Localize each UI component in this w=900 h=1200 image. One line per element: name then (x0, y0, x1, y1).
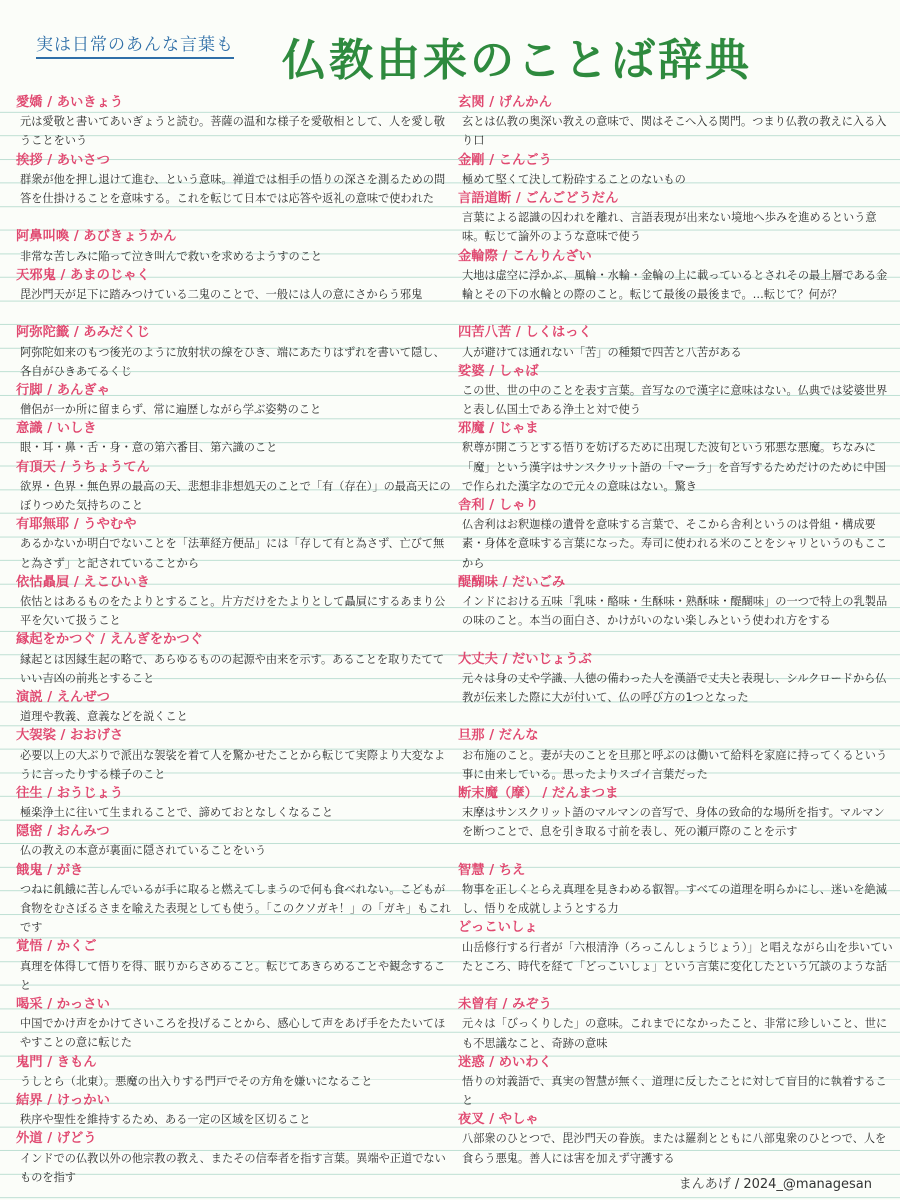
page-title: 仏教由来のことば辞典 (282, 35, 752, 86)
dictionary-entry (16, 458, 451, 516)
entry-term: 迷惑 / めいわく (458, 1054, 552, 1070)
dictionary-entry (16, 227, 451, 265)
dictionary-entry (16, 822, 451, 860)
dictionary-entry (16, 726, 451, 784)
dictionary-entry (458, 496, 893, 573)
dictionary-entry (16, 1053, 451, 1091)
entry-term: 餓鬼 / がき (16, 862, 84, 878)
dictionary-entry (16, 995, 451, 1053)
entry-definition: 物事を正しくとらえ真理を見きわめる叡智。すべての道理を明らかにし、迷いを絶滅し、悟りを成就しようとする力 (462, 882, 887, 916)
entry-definition: 真理を体得して悟りを得、眠りからさめること。転じてあきらめることや観念すること (20, 959, 446, 992)
entry-definition: 元々は「びっくりした」の意味。これまでになかったこと、非常に珍しいこと、世にも不思議なこと、奇跡の意味 (462, 1017, 888, 1050)
entry-definition: 言葉による認識の囚われを離れ、言語表現が出来ない境地へ歩みを進めるという意味。転じて論外のような意味で使う (462, 211, 877, 244)
dictionary-entry (16, 861, 451, 938)
entry-term: 四苦八苦 / しくはっく (458, 325, 592, 341)
dictionary-entry (16, 937, 451, 995)
entry-definition: うしとら（北東）。悪魔の出入りする門戸でその方角を嫌いになること (20, 1074, 373, 1088)
subtitle: 実は日常のあんな言葉も (36, 30, 234, 59)
dictionary-entry (16, 515, 451, 573)
dictionary-entry (458, 918, 893, 995)
entry-term: 有耶無耶 / うやむや (16, 517, 137, 533)
entry-definition: 大地は虚空に浮かぶ、風輪・水輪・金輪の上に載っているとされその最上層である金輪とその下の水輪との際のこと。転じて最後の最後まで。…転じて？何が？ (462, 268, 888, 301)
entry-definition: 元は愛敬と書いてあいぎょうと読む。菩薩の温和な様子を愛敬相として、人を愛し敬うことをいう (20, 115, 445, 148)
dictionary-entry (16, 784, 451, 822)
dictionary-entry (458, 573, 893, 650)
entry-term: 結界 / けっかい (16, 1092, 110, 1108)
entry-definition: 非常な苦しみに陥って泣き叫んで救いを求めるようすのこと (20, 249, 323, 263)
entry-term: 依怙贔屓 / えこひいき (16, 574, 150, 590)
entry-term: 外道 / げどう (16, 1131, 97, 1147)
dictionary-entry (458, 151, 893, 189)
entry-term: 覚悟 / かくご (16, 939, 97, 955)
entry-term: 演説 / えんぜつ (16, 689, 110, 705)
entry-term: 断末魔（摩） / だんまつま (458, 785, 619, 801)
entry-term: 阿弥陀籤 / あみだくじ (16, 325, 150, 341)
entry-definition: 中国でかけ声をかけてさいころを投げることから、感心して声をあげ手をたたいてほやすことの意に転じた (20, 1017, 446, 1050)
dictionary-entry (16, 266, 451, 324)
entry-term: 旦那 / だんな (458, 728, 539, 744)
entry-definition: 極めて堅くて決して粉砕することのないもの (462, 172, 686, 186)
entry-definition: 必要以上の大ぶりで派出な袈裟を着て人を驚かせたことから転じて実際より大変なように言ったりする様子のこと (20, 748, 446, 781)
dictionary-entry (16, 323, 451, 381)
dictionary-entry (458, 323, 893, 361)
entry-term: 有頂天 / うちょうてん (16, 459, 150, 475)
entry-term: 大丈夫 / だいじょうぶ (458, 651, 592, 667)
entry-term: 挨拶 / あいさつ (16, 152, 110, 168)
dictionary-entry (16, 1129, 451, 1187)
dictionary-entry (458, 362, 893, 420)
dictionary-entry (458, 1110, 893, 1168)
header (0, 0, 900, 92)
entry-term: 隠密 / おんみつ (16, 824, 110, 840)
dictionary-entry (16, 151, 451, 228)
entry-definition: 僧侶が一か所に留まらず、常に遍歴しながら学ぶ姿勢のこと (20, 403, 322, 417)
entry-term: 意識 / いしき (16, 421, 97, 437)
entry-term: 阿鼻叫喚 / あびきょうかん (16, 229, 177, 245)
entry-term: 縁起をかつぐ / えんぎをかつぐ (16, 632, 203, 648)
entry-definition: お布施のこと。妻が夫のことを旦那と呼ぶのは働いて給料を家庭に持ってくるという事に由来している。思ったよりスゴイ言葉だった (462, 748, 888, 781)
entry-definition: インドにおける五味「乳味・酪味・生酥味・熟酥味・醍醐味」の一つで特上の乳製品の味のこと。本当の面白さ、かけがいのない楽しみという使われ方をする (462, 595, 888, 628)
entry-definition: 末摩はサンスクリット語のマルマンの音写で、身体の致命的な場所を指す。マルマンを断つことで、息を引き取る寸前を表し、死の瀬戸際のことを示す (462, 806, 885, 839)
entry-definition: 悟りの対義語で、真実の智慧が無く、道理に反したことに対して盲目的に執着すること (462, 1074, 887, 1108)
entry-definition: 仏の教えの本意が裏面に隠されていることをいう (20, 844, 267, 858)
dictionary-entry (458, 726, 893, 784)
entry-term: 智慧 / ちえ (458, 862, 526, 878)
entry-definition: この世、世の中のことを表す言葉。音写なので漢字に意味はない。仏典では娑婆世界と表し仏国土である浄土と対で使う (462, 383, 888, 417)
entry-term: 鬼門 / きもん (16, 1054, 97, 1070)
dictionary-entry (458, 189, 893, 247)
entry-term: 夜叉 / やしゃ (458, 1112, 539, 1128)
right-column (458, 93, 893, 1168)
dictionary-entry (16, 93, 451, 151)
entry-term: 喝采 / かっさい (16, 997, 110, 1013)
entry-term: 醍醐味 / だいごみ (458, 574, 566, 590)
entry-definition: 群衆が他を押し退けて進む、という意味。禅道では相手の悟りの深さを測るための問答を仕掛けることを意味する。これを転じて日本では応答や返礼の意味で使われた (20, 172, 446, 205)
entry-term: 玄関 / げんかん (458, 95, 552, 110)
entry-definition: 仏舎利はお釈迦様の遺骨を意味する言葉で、そこから舎利というのは骨組・構成要素・身体を意味する言葉になった。寿司に使われる米のことをシャリというのもここから (462, 518, 887, 570)
entry-definition: 釈尊が開こうとする悟りを妨げるために出現した波旬という邪悪な悪魔。ちなみに「魔」という漢字はサンスクリット語の「マーラ」を音写するためだけのために中国で作られた漢字なので元々の意味はない。驚き (462, 441, 886, 493)
entry-term: 天邪鬼 / あまのじゃく (16, 267, 150, 283)
entry-definition: 縁起とは因縁生起の略で、あらゆるものの起源や由来を示す。あることを取りたてていい吉凶の前兆とすること (20, 652, 445, 685)
dictionary-entry (458, 861, 893, 919)
dictionary-entry (458, 650, 893, 727)
entry-definition: 秩序や聖性を維持するため、ある一定の区域を区切ること (20, 1113, 311, 1127)
entry-definition: 極楽浄土に往いて生まれることで、諦めておとなしくなること (20, 806, 334, 820)
entry-definition: あるかないか明白でないことを「法華経方便品」には「存して有と為さず、亡びて無と為さず」と記されていることから (20, 537, 445, 570)
dictionary-entry (458, 1053, 893, 1111)
entry-term: 金輪際 / こんりんざい (458, 248, 592, 264)
entry-term: 言語道断 / ごんごどうだん (458, 190, 619, 206)
dictionary-entry (16, 381, 451, 419)
entry-definition: 人が避けては通れない「苦」の種類で四苦と八苦がある (462, 345, 742, 359)
entry-term: 金剛 / こんごう (458, 152, 552, 168)
entry-term: 娑婆 / しゃば (458, 363, 539, 379)
dictionary-entry (16, 688, 451, 726)
entry-definition: 阿弥陀如来のもつ後光のように放射状の線をひき、端にあたりはずれを書いて隠し、各自がひきあてるくじ (20, 345, 445, 378)
entry-term: どっこいしょ (458, 920, 538, 936)
entry-term: 愛嬌 / あいきょう (16, 95, 124, 110)
entry-definition: 元々は身の丈や学識、人徳の備わった人を漢語で丈夫と表現し、シルクロードから仏教が伝来した際に大が付いて、仏の呼び方の1つとなった (462, 671, 887, 704)
entry-term: 未曾有 / みぞう (458, 997, 552, 1013)
entry-definition: 道理や教義、意義などを説くこと (20, 710, 188, 724)
dictionary-entry (16, 419, 451, 457)
dictionary-entry (16, 1091, 451, 1129)
credit: まんあげ / 2024_@managesan (678, 1177, 872, 1192)
entry-definition: つねに飢餓に苦しんでいるが手に取ると燃えてしまうので何も食べれない。こどもが食物をむさぼるさまを喩えた表現としても使う。「このクソガキ！」の「ガキ」もこれです (20, 882, 451, 935)
entry-definition: 玄とは仏教の奥深い教えの意味で、関はそこへ入る関門。つまり仏教の教えに入る入り口 (462, 115, 887, 148)
entry-term: 往生 / おうじょう (16, 785, 124, 801)
dictionary-entry (458, 784, 893, 861)
entry-definition: 依怙とはあるものをたよりとすること。片方だけをたよりとして贔屓にするあまり公平を欠いて扱うこと (20, 594, 446, 628)
dictionary-entry (458, 419, 893, 496)
entry-definition: 欲界・色界・無色界の最高の天、悲想非非想処天のことで「有（存在）」の最高天にのぼりつめた気持ちのこと (20, 479, 451, 513)
entry-definition: 山岳修行する行者が「六根清浄（ろっこんしょうじょう）」と唱えながら山を歩いていたところ、時代を経て「どっこいしょ」という言葉に変化したという冗談のような話 (462, 940, 893, 973)
dictionary-entry (16, 573, 451, 631)
entry-term: 行脚 / あんぎゃ (16, 382, 110, 398)
dictionary-entry (16, 630, 451, 688)
left-column (16, 93, 451, 1187)
entry-term: 舎利 / しゃり (458, 498, 539, 514)
entry-definition: 毘沙門天が足下に踏みつけている二鬼のことで、一般には人の意にさからう邪鬼 (20, 287, 423, 301)
dictionary-entry (458, 247, 893, 324)
entry-definition: 八部衆のひとつで、毘沙門天の眷族。または羅刹とともに八部鬼衆のひとつで、人を食らう悪鬼。善人には害を加えず守護する (462, 1132, 887, 1165)
dictionary-entry (458, 995, 893, 1053)
entry-definition: 眼・耳・鼻・舌・身・意の第六番目、第六識のこと (20, 441, 278, 455)
entry-definition: インドでの仏教以外の他宗教の教え、またその信奉者を指す言葉。異端や正道でないものを指す (20, 1151, 446, 1184)
entry-term: 邪魔 / じゃま (458, 421, 539, 437)
entry-term: 大袈裟 / おおげさ (16, 728, 124, 744)
dictionary-entry (458, 93, 893, 151)
